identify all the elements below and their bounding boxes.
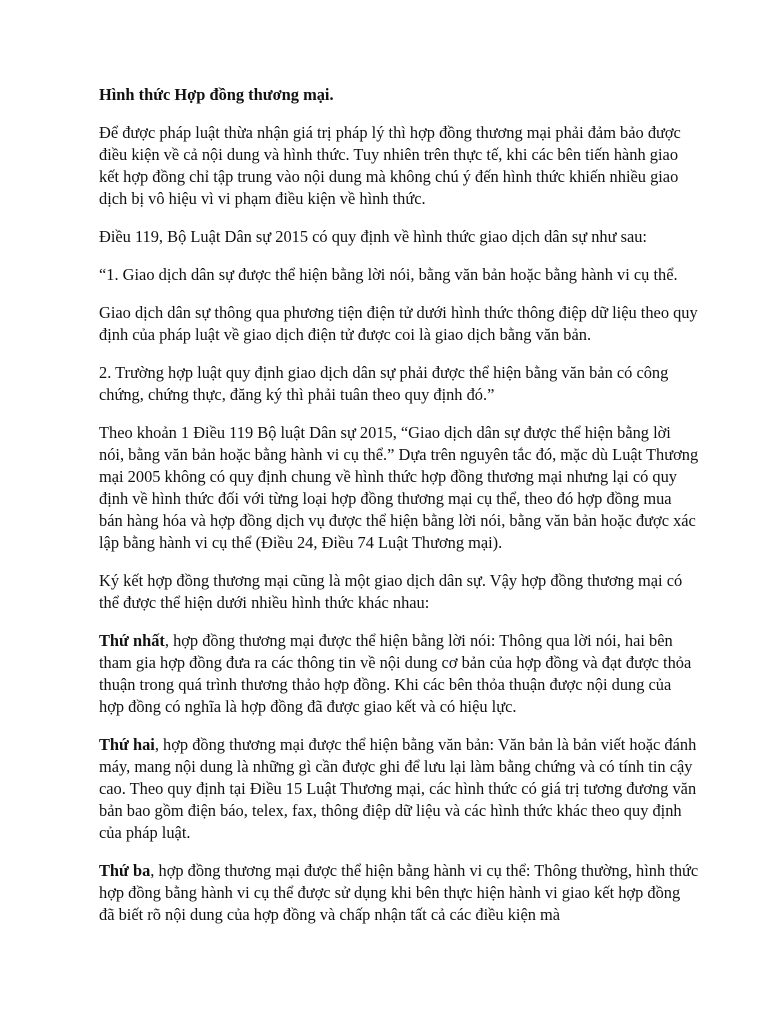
first-form-text: , hợp đồng thương mại được thể hiện bằng lời nói: Thông qua lời nói, hai bên tham gia hợp đồng đưa ra các thông tin về nội dung cơ bản của hợp đồng và đạt được thỏa thuận trong quá trình thương thảo hợp đồng. Khi các bên thỏa thuận được nội dung của hợp đồng có nghĩa là hợp đồng đã được giao kết và có hiệu lực. xyxy=(99,631,692,716)
conclusion-paragraph: Ký kết hợp đồng thương mại cũng là một giao dịch dân sự. Vậy hợp đồng thương mại có thể được thể hiện dưới nhiều hình thức khác nhau: xyxy=(99,571,683,612)
intro-paragraph: Để được pháp luật thừa nhận giá trị pháp lý thì hợp đồng thương mại phải đảm bảo được điều kiện về cả nội dung và hình thức. Tuy nhiên trên thực tế, khi các bên tiến hành giao kết hợp đồng chỉ tập trung vào nội dung mà không chú ý đến hình thức khiến nhiều giao dịch bị vô hiệu vì vi phạm điều kiện về hình thức. xyxy=(99,123,681,208)
second-form-lead: Thứ hai xyxy=(99,735,155,754)
second-form-text: , hợp đồng thương mại được thể hiện bằng văn bản: Văn bản là bản viết hoặc đánh máy, mang nội dung là những gì cần được ghi để lưu lại làm bằng chứng và có tính tin cậy cao. Theo quy định tại Điều 15 Luật Thương mại, các hình thức có giá trị tương đương văn bản bao gồm điện báo, telex, fax, thông điệp dữ liệu và các hình thức khác theo quy định của pháp luật. xyxy=(99,735,697,842)
first-form-lead: Thứ nhất xyxy=(99,631,165,650)
third-form-lead: Thứ ba xyxy=(99,861,151,880)
third-form-paragraph xyxy=(99,860,699,926)
quote-clause-2: 2. Trường hợp luật quy định giao dịch dân sự phải được thể hiện bằng văn bản có công chứng, chứng thực, đăng ký thì phải tuân theo quy định đó.” xyxy=(99,363,669,404)
quote-clause-1: “1. Giao dịch dân sự được thể hiện bằng lời nói, bằng văn bản hoặc bằng hành vi cụ thể. xyxy=(99,265,678,284)
article-intro-paragraph: Điều 119, Bộ Luật Dân sự 2015 có quy định về hình thức giao dịch dân sự như sau: xyxy=(99,227,647,246)
analysis-paragraph: Theo khoản 1 Điều 119 Bộ luật Dân sự 2015, “Giao dịch dân sự được thể hiện bằng lời nói, bằng văn bản hoặc bằng hành vi cụ thể.” Dựa trên nguyên tắc đó, mặc dù Luật Thương mại 2005 không có quy định chung về hình thức hợp đồng thương mại nhưng lại có quy định về hình thức đối với từng loại hợp đồng thương mại cụ thể, theo đó hợp đồng mua bán hàng hóa và hợp đồng dịch vụ được thể hiện bằng lời nói, bằng văn bản hoặc được xác lập bằng hành vi cụ thể (Điều 24, Điều 74 Luật Thương mại). xyxy=(99,423,699,552)
first-form-paragraph xyxy=(99,630,699,718)
document-page xyxy=(99,84,699,942)
second-form-paragraph xyxy=(99,734,699,844)
quote-clause-1b: Giao dịch dân sự thông qua phương tiện điện tử dưới hình thức thông điệp dữ liệu theo quy định của pháp luật về giao dịch điện tử được coi là giao dịch bằng văn bản. xyxy=(99,303,698,344)
document-title: Hình thức Hợp đồng thương mại. xyxy=(99,85,334,104)
third-form-text: , hợp đồng thương mại được thể hiện bằng hành vi cụ thể: Thông thường, hình thức hợp đồng bằng hành vi cụ thể được sử dụng khi bên thực hiện hành vi giao kết hợp đồng đã biết rõ nội dung của hợp đồng và chấp nhận tất cả các điều kiện mà xyxy=(99,861,699,924)
